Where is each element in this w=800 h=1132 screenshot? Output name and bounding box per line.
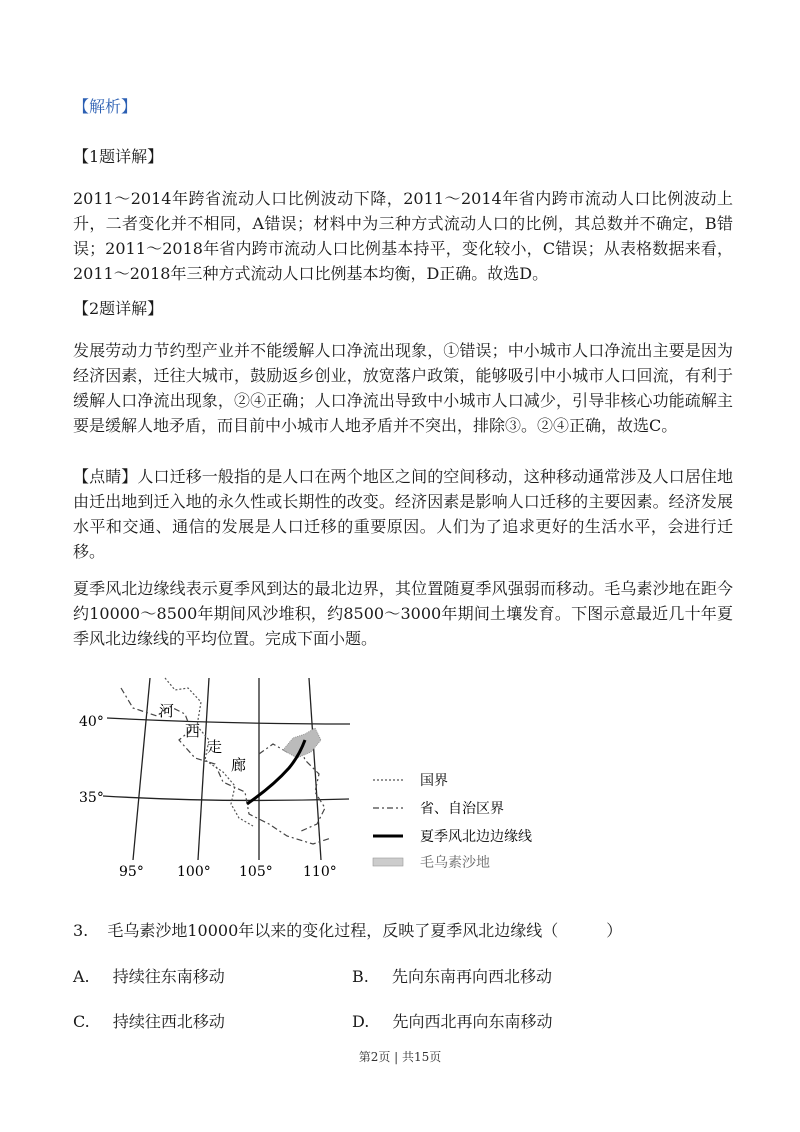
lat-line-40 (107, 718, 350, 724)
lat-label-35: 35° (79, 790, 104, 806)
legend-sandland-label: 毛乌素沙地 (420, 855, 490, 871)
option-c[interactable] (73, 1011, 225, 1033)
legend-monsoon-line-label: 夏季风北边边缘线 (420, 829, 532, 845)
option-d[interactable] (352, 1011, 552, 1033)
option-c-text: 持续往西北移动 (112, 1012, 225, 1031)
question-number: 3. (73, 921, 89, 940)
note-paragraph (73, 464, 733, 564)
option-b-letter: B. (352, 967, 369, 986)
place-char-lang: 廊 (231, 756, 247, 774)
option-d-text: 先向西北再向东南移动 (392, 1012, 553, 1031)
monsoon-map (73, 668, 573, 890)
option-c-letter: C. (73, 1012, 90, 1031)
page-footer: 第2页 | 共15页 (358, 1050, 442, 1064)
legend-province-border-label: 省、自治区界 (420, 801, 504, 817)
q2-explanation: 发展劳动力节约型产业并不能缓解人口净流出现象，①错误；中小城市人口净流出主要是因为经济因素，迁往大城市，鼓励返乡创业，放宽落户政策，能够吸引中小城市人口回流，有利于缓解人口净流出现象，②④正确；人口净流出导致中小城市人口减少，引导非核心功能疏解主要是缓解人地矛盾，而目前中小城市人地矛盾并不突出，排除③。②④正确，故选C。 (73, 341, 733, 435)
intro-paragraph: 夏季风北边缘线表示夏季风到达的最北边界，其位置随夏季风强弱而移动。毛乌素沙地在距今约10000～8500年期间风沙堆积，约8500～3000年期间土壤发育。下图示意最近几十年夏季风北边缘线的平均位置。完成下面小题。 (73, 579, 733, 648)
lon-label-95: 95° (119, 864, 144, 880)
lon-label-100: 100° (177, 864, 211, 880)
option-a-letter: A. (73, 967, 90, 986)
analysis-label: 【解析】 (73, 97, 138, 116)
option-a-text: 持续往东南移动 (112, 967, 225, 986)
place-char-zou: 走 (207, 738, 223, 756)
option-b-text: 先向东南再向西北移动 (391, 967, 552, 986)
place-char-xi: 西 (185, 722, 201, 740)
note-label: 【点睛】 (73, 467, 138, 486)
note-text: 人口迁移一般指的是人口在两个地区之间的空间移动，这种移动通常涉及人口居住地由迁出地到迁入地的永久性或长期性的改变。经济因素是影响人口迁移的主要因素。经济发展水平和交通、通信的发展是人口迁移的重要原因。人们为了追求更好的生活水平，会进行迁移。 (73, 467, 733, 561)
lat-line-35 (103, 796, 349, 800)
q1-explanation: 2011～2014年跨省流动人口比例波动下降，2011～2014年省内跨市流动人口比例波动上升，二者变化并不相同，A错误；材料中为三种方式流动人口的比例，其总数并不确定，B错误；2011～2018年省内跨市流动人口比例基本持平，变化较小，C错误；从表格数据来看，2011～2018年三种方式流动人口比例基本均衡，D正确。故选D。 (73, 189, 733, 283)
q1-label: 【1题详解】 (73, 147, 164, 166)
lon-line-95 (133, 678, 150, 860)
lon-label-110: 110° (303, 864, 337, 880)
place-char-he: 河 (159, 702, 175, 720)
option-a[interactable] (73, 966, 225, 988)
legend-national-border-label: 国界 (420, 773, 448, 789)
option-b[interactable] (352, 966, 552, 988)
question-text: 毛乌素沙地10000年以来的变化过程，反映了夏季风北边缘线（ ） (107, 921, 623, 940)
lat-label-40: 40° (79, 714, 104, 730)
legend-sandland-icon (373, 858, 403, 866)
question-stem (73, 920, 622, 942)
lon-line-100 (198, 678, 209, 860)
q2-label: 【2题详解】 (73, 299, 164, 318)
province-border-a (121, 688, 331, 844)
sandland-area (283, 728, 321, 758)
lon-line-110 (309, 678, 321, 860)
lon-label-105: 105° (239, 864, 273, 880)
option-d-letter: D. (352, 1012, 370, 1031)
